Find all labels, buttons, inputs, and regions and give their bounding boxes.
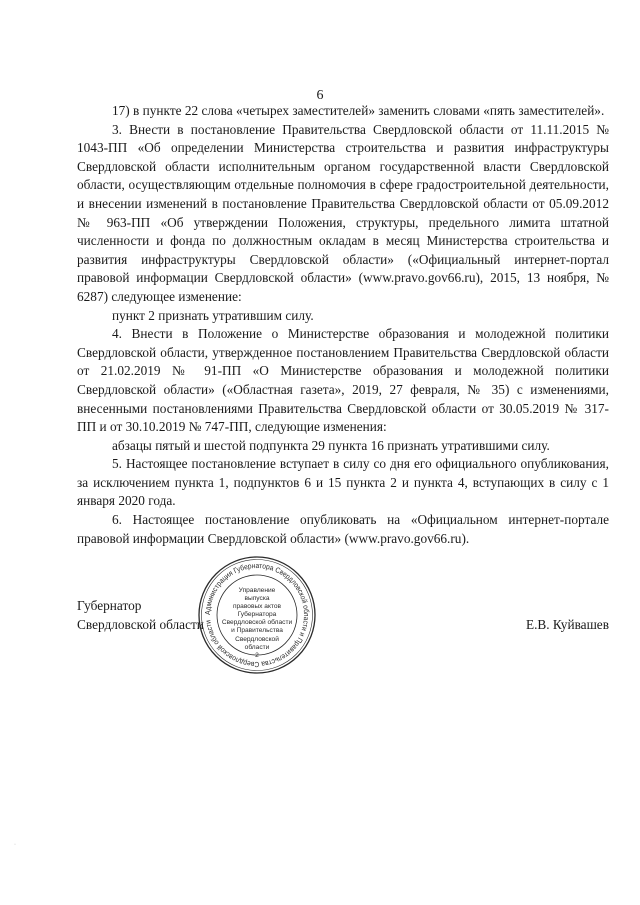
paragraph-4-change: абзацы пятый и шестой подпункта 29 пункта 16 признать утратившими силу. <box>112 437 550 453</box>
paragraph-5: 5. Настоящее постановление вступает в силу со дня его официального опубликования, за исключением пункта 1, подпунктов 6 и 15 пункта 2 и пункта 4, вступающих в силу с 1 января 2020 года. <box>77 456 609 509</box>
page-number: 6 <box>316 88 324 103</box>
seal-line: Свердловской <box>235 635 279 643</box>
seal-line: Свердловской области <box>221 619 293 627</box>
document-body <box>77 102 609 548</box>
scan-mark: · <box>14 842 16 848</box>
official-seal <box>197 555 317 675</box>
signer-role <box>77 597 204 634</box>
paragraph-3: 3. Внести в постановление Правительства Свердловской области от 11.11.2015 № 1043-ПП «Об определении Министерства строительства и развития инфраструктуры Свердловской области исполнительным органом государственной власти Свердловской области, осуществляющим отдельные полномочия в сфере градостроительной деятельности, и внесении изменений в постановление Правительства Свердловской области от 05.09.2012 № 963-ПП «Об утверждении Положения, структуры, предельного лимита штатной численности и фонда по должностным окладам в месяц Министерства строительства и развития инфраструктуры Свердловской области» («Официальный интернет-портал правовой информации Свердловской области» (www.pravo.gov66.ru), 2015, 13 ноября, № 6287) следующее изменение: <box>77 121 609 304</box>
signer-name: Е.В. Куйвашев <box>525 616 609 632</box>
paragraph-17: 17) в пункте 22 слова «четырех заместителей» заменить словами «пять заместителей». <box>112 103 605 118</box>
signer-role-line2: Свердловской области <box>77 616 204 632</box>
seal-line: правовых актов <box>232 603 282 611</box>
seal-line: и Правительства <box>231 627 283 635</box>
seal-line: Губернатора <box>237 611 277 619</box>
seal-center-text <box>219 587 295 660</box>
seal-line: 2 <box>255 651 259 659</box>
paragraph-3-change: пункт 2 признать утратившим силу. <box>112 307 314 323</box>
seal-line: области <box>244 643 270 651</box>
seal-line: Управление <box>238 587 276 594</box>
paragraph-6: 6. Настоящее постановление опубликовать на «Официальном интернет-портале правовой информации Свердловской области» (www.pravo.gov66.ru). <box>77 512 609 546</box>
paragraph-4: 4. Внести в Положение о Министерстве образования и молодежной политики Свердловской области, утвержденное постановлением Правительства Свердловской области от 21.02.2019 № 91-ПП «О Министерстве образования и молодежной политики Свердловской области» («Областная газета», 2019, 27 февраля, № 35) с изменениями, внесенными постановлениями Правительства Свердловской области от 30.05.2019 № 317-ПП и от 30.10.2019 № 747-ПП, следующие изменения: <box>77 326 609 435</box>
seal-ring-text: Администрация Губернатора Свердловской области и Правительства Свердловской области <box>202 560 312 670</box>
seal-line: выпуска <box>244 595 270 603</box>
signer-role-line1: Губернатор <box>77 598 142 613</box>
